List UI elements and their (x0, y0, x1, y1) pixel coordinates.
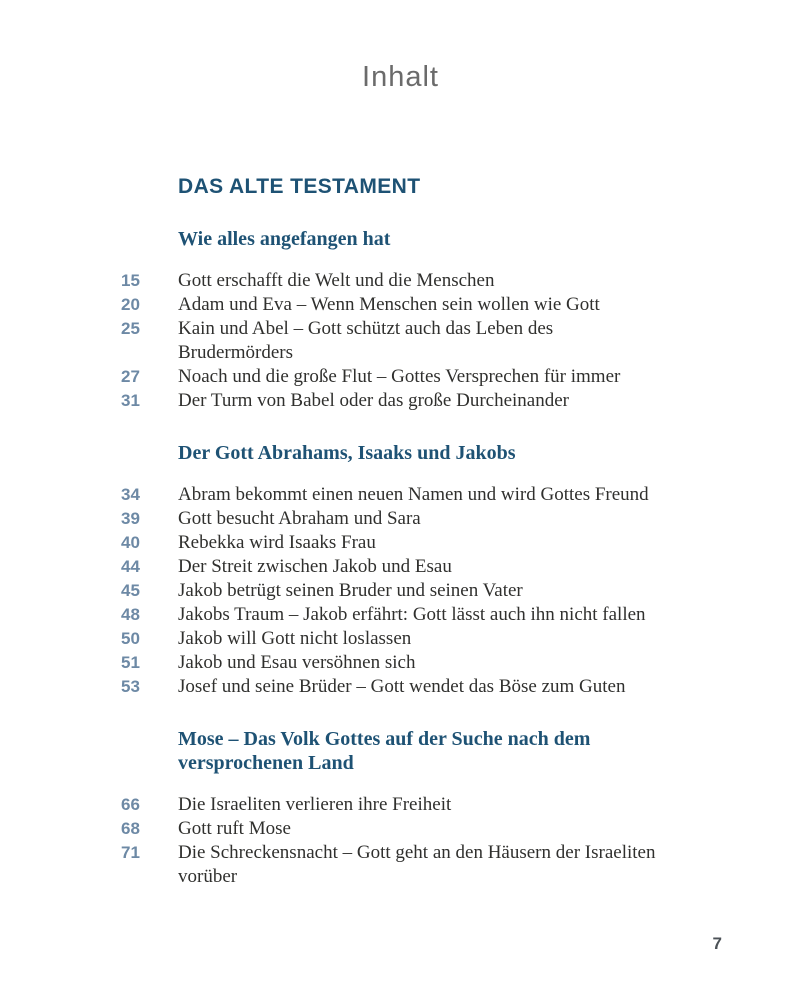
entry-page-number: 27 (121, 367, 140, 386)
entry-title: Jakob will Gott nicht loslassen (178, 628, 412, 649)
entry-title: Jakob und Esau versöhnen sich (178, 652, 416, 673)
entry-page-number: 25 (121, 319, 140, 338)
section-heading-line: versprochenen Land (178, 752, 354, 774)
section-heading-line: Mose – Das Volk Gottes auf der Suche nach dem (178, 728, 591, 750)
entry-page-number: 66 (121, 795, 140, 814)
toc-section (121, 227, 701, 413)
entry-title: Die Israeliten verlieren ihre Freiheit (178, 794, 452, 815)
toc-section (121, 727, 701, 889)
entry-page-number: 31 (121, 391, 140, 410)
part-title: DAS ALTE TESTAMENT (178, 175, 421, 198)
entry-title: Rebekka wird Isaaks Frau (178, 532, 376, 553)
entry-page-number: 68 (121, 819, 140, 838)
toc-entry (121, 817, 701, 841)
toc-entry (121, 531, 701, 555)
toc-entry (121, 507, 701, 531)
toc-entry (121, 365, 701, 389)
page-title: Inhalt (362, 61, 439, 93)
toc-entry (121, 579, 701, 603)
entry-page-number: 34 (121, 485, 140, 504)
toc-entry (121, 793, 701, 817)
entry-title: Kain und Abel – Gott schützt auch das Leben des Brudermörders (178, 318, 554, 363)
section-heading-line: Wie alles angefangen hat (178, 228, 391, 250)
toc-entry (121, 269, 701, 293)
entry-page-number: 48 (121, 605, 140, 624)
entry-page-number: 50 (121, 629, 140, 648)
entry-page-number: 53 (121, 677, 140, 696)
entry-title: Jakob betrügt seinen Bruder und seinen Vater (178, 580, 523, 601)
entry-title: Josef und seine Brüder – Gott wendet das Böse zum Guten (178, 676, 626, 697)
entry-page-number: 51 (121, 653, 140, 672)
entry-title: Adam und Eva – Wenn Menschen sein wollen wie Gott (178, 294, 600, 315)
entry-page-number: 44 (121, 557, 140, 576)
toc-entry (121, 675, 701, 699)
toc-entry (121, 293, 701, 317)
entry-page-number: 15 (121, 271, 140, 290)
toc-entry (121, 841, 701, 889)
section-heading (178, 727, 701, 775)
entry-page-number: 40 (121, 533, 140, 552)
entry-title: Die Schreckensnacht – Gott geht an den Häusern der Israeliten vorüber (178, 842, 656, 887)
entry-title: Der Turm von Babel oder das große Durcheinander (178, 390, 569, 411)
entry-page-number: 20 (121, 295, 140, 314)
entry-title: Noach und die große Flut – Gottes Versprechen für immer (178, 366, 621, 387)
entry-title: Abram bekommt einen neuen Namen und wird Gottes Freund (178, 484, 649, 505)
section-heading (178, 441, 701, 465)
toc-entry (121, 389, 701, 413)
toc-entry (121, 317, 701, 365)
table-of-contents (121, 174, 701, 889)
entry-title: Jakobs Traum – Jakob erfährt: Gott lässt auch ihn nicht fallen (178, 604, 646, 625)
entry-title: Gott besucht Abraham und Sara (178, 508, 421, 529)
entry-title: Gott erschafft die Welt und die Menschen (178, 270, 495, 291)
toc-entry (121, 483, 701, 507)
entry-title: Der Streit zwischen Jakob und Esau (178, 556, 452, 577)
toc-entry (121, 627, 701, 651)
entry-page-number: 39 (121, 509, 140, 528)
toc-entry (121, 651, 701, 675)
section-heading-line: Der Gott Abrahams, Isaaks und Jakobs (178, 442, 516, 464)
section-heading (178, 227, 701, 251)
entry-page-number: 45 (121, 581, 140, 600)
page-number: 7 (712, 934, 722, 953)
toc-entry (121, 555, 701, 579)
entry-title: Gott ruft Mose (178, 818, 291, 839)
toc-section (121, 441, 701, 699)
entry-page-number: 71 (121, 843, 140, 862)
toc-entry (121, 603, 701, 627)
